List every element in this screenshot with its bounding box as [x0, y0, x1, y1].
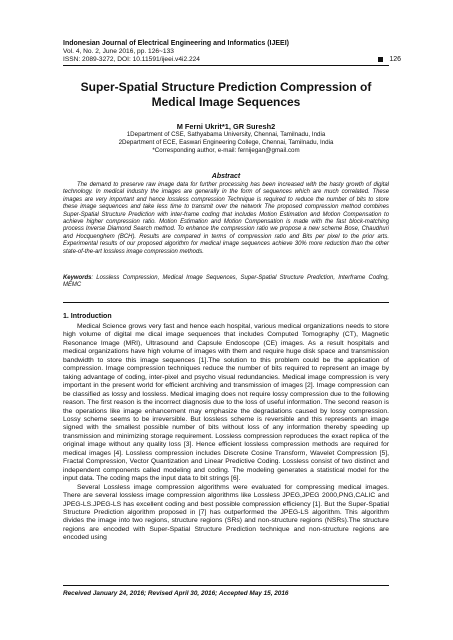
keywords — [63, 275, 389, 290]
received-dates: Received January 24, 2016; Revised April 30, 2016; Accepted May 15, 2016 — [63, 590, 289, 597]
affiliation-2: 2Department of ECE, Easwari Engineering College, Chennai, Tamilnadu, India — [118, 139, 334, 146]
affiliation-1: 1Department of CSE, Sathyabama University, Chennai, Tamilnadu, India — [126, 131, 326, 138]
page-number-block — [378, 56, 401, 63]
paper-authors: M Ferni Ukrit*1, GR Suresh2 — [176, 122, 276, 131]
abstract-heading: Abstract — [211, 173, 241, 180]
keywords-text: : Lossless Compression, Medical Image Sequences, Super-Spatial Structure Prediction, Interframe Coding, MEMC — [63, 275, 389, 289]
square-bullet-icon — [378, 57, 383, 62]
section-heading: 1. Introduction — [63, 313, 112, 320]
corresponding-author: *Corresponding author, e-mail: fernijegan@gmail.com — [152, 147, 300, 154]
paper-title: Super-Spatial Structure Prediction Compression of Medical Image Sequences — [80, 80, 372, 109]
paragraph-1: Medical Science grows very fast and hence each hospital, various medical organizations needs to store high volume of digital me dical image sequences that includes Computed Tomography (CT), Magnetic Resonance Image (MRI), Ultrasound and Capsule Endoscope (CE) images. As a result hospitals and medical organizations have high volume of images with them and require huge disk space and transmission bandwidth to store this image sequences [1].The solution to this problem could be the application of compression. Image compression techniques reduce the number of bits required to represent an image by taking advantage of coding, inter-pixel and psycho visual redundancies. Medical image compression is very important in the present world for efficient archiving and transmission of images [2]. Image compression can be classified as lossy and lossless. Medical imaging does not require lossy compression due to the following reason. The first reason is the incorrect diagnosis due to the loss of useful information. The second reason is the operations like image enhancement may emphasize the degradations caused by lossy compression. Lossy scheme seems to be irreversible. But lossless scheme is reversible and this represents an image signed with the smallest possible number of bits without loss of any information thereby speeding up transmission and minimizing storage requirement. Lossless compression reproduces the exact replica of the original image without any quality loss [3]. Hence efficient lossless compression methods are required for medical images [4]. Lossless compression includes Discrete Cosine Transform, Wavelet Compression [5], Fractal Compression, Vector Quantization and Linear Predictive Coding. Lossless consist of two distinct and independent components called modeling and coding. The modeling generates a statistical model for the input data. The coding maps the input data to bit strings [6]. — [63, 323, 389, 483]
keywords-label: Keywords — [63, 275, 92, 281]
affiliations — [63, 131, 389, 155]
body-text — [63, 323, 389, 543]
abstract-rule — [63, 302, 389, 303]
paragraph-2: Several Lossless image compression algorithms were evaluated for compressing medical images. There are several lossless image compression algorithms like Lossless JPEG,JPEG 2000,PNG,CALIC and JPEG-LS.JPEG-LS has excellent coding and best possible compression efficiency [1]. But the Super-Spatial Structure Prediction algorithm proposed in [7] has outperformed the JPEG-LS algorithm. This algorithm divides the image into two regions, structure regions (SRs) and non-structure regions (NSRs).The structure regions are encoded with Super-Spatial Structure Prediction technique and non-structure regions are encoded using — [63, 483, 389, 542]
journal-name: Indonesian Journal of Electrical Engineering and Informatics (IJEEI) — [63, 40, 289, 47]
page-number: 126 — [389, 56, 401, 63]
footer-rule — [63, 585, 389, 586]
journal-issn: ISSN: 2089-3272, DOI: 10.11591/ijeei.v4i2.224 — [63, 56, 200, 63]
journal-volume: Vol. 4, No. 2, June 2016, pp. 126~133 — [63, 48, 174, 55]
header-rule — [63, 65, 389, 66]
journal-header — [63, 40, 393, 64]
abstract-text: The demand to preserve raw image data for further processing has been increased with the hasty growth of digital technology. In medical industry the images are generally in the form of sequences which are much correlated. These images are very important and hence lossless compression Technique is required to reduce the number of bits to store these image sequences and take less time to transmit over the network The proposed compression method combines Super-Spatial Structure Prediction with inter-frame coding that includes Motion Estimation and Motion Compensation to achieve higher compression ratio. Motion Estimation and Motion Compensation is made with the fast block-matching process Inverse Diamond Search method. To enhance the compression ratio we propose a new scheme Bose, Chaudhuri and Hocquenghem (BCH). Results are compared in terms of compression ratio and Bits per pixel to the prior arts. Experimental results of our proposed algorithm for medical image sequences achieve 30% more reduction than the other state-of-the-art lossless image compression methods. — [63, 182, 389, 255]
